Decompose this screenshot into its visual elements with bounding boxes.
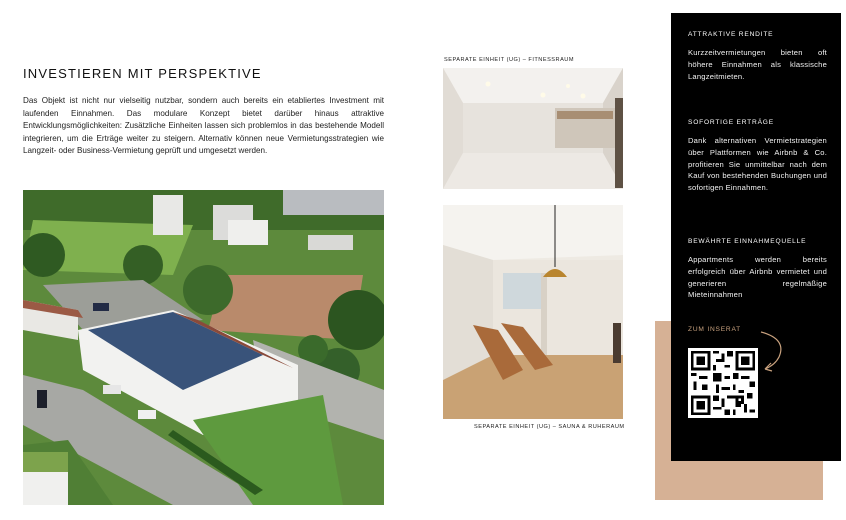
page-heading: INVESTIEREN MIT PERSPEKTIVE bbox=[23, 66, 262, 81]
curved-arrow-icon bbox=[757, 329, 789, 374]
section-text-rendite: Kurzzeitvermietungen bieten oft höhere Einnahmen als klassische Langzeitmieten. bbox=[688, 48, 827, 81]
fitness-room-photo bbox=[443, 68, 623, 189]
zum-inserat-link[interactable]: ZUM INSERAT bbox=[688, 326, 742, 333]
section-title-einnahmequelle: BEWÄHRTE EINNAHMEQUELLE bbox=[688, 238, 807, 245]
intro-paragraph: Das Objekt ist nicht nur vielseitig nutzbar, sondern auch bereits ein etabliertes Investment mit laufenden Einnahmen. Das modulare Konzept bietet darüber hinaus attraktive Entwicklungsmöglichkeiten: Zusätzliche Einheiten lassen sich problemlos in das bestehende Modell integrieren, um die Erträge weiter zu steigern. Alternativ können neue Vermietungsstrategien wie Langzeit- oder Business-Vermietung geprüft und umgesetzt werden. bbox=[23, 96, 384, 155]
fitness-photo-caption: SEPARATE EINHEIT (UG) – FITNESSRAUM bbox=[444, 57, 575, 63]
benefits-panel bbox=[671, 13, 841, 461]
qr-code[interactable] bbox=[688, 348, 758, 418]
section-text-einnahmequelle: Appartments werden bereits erfolgreich über Airbnb vermietet und generieren regelmäßige Mieteinnahmen bbox=[688, 255, 827, 300]
section-text-ertraege: Dank alternativen Vermietstrategien über Plattformen wie Airbnb & Co. profitieren Sie unmittelbar nach dem Kauf von bestehenden Buchungen und sofortigen Einnahmen. bbox=[688, 136, 827, 193]
section-title-rendite: ATTRAKTIVE RENDITE bbox=[688, 31, 774, 38]
section-title-ertraege: SOFORTIGE ERTRÄGE bbox=[688, 119, 774, 126]
sauna-lounge-photo bbox=[443, 205, 623, 419]
aerial-property-photo bbox=[23, 190, 384, 505]
sauna-photo-caption: SEPARATE EINHEIT (UG) – SAUNA & RUHERAUM bbox=[474, 424, 625, 430]
